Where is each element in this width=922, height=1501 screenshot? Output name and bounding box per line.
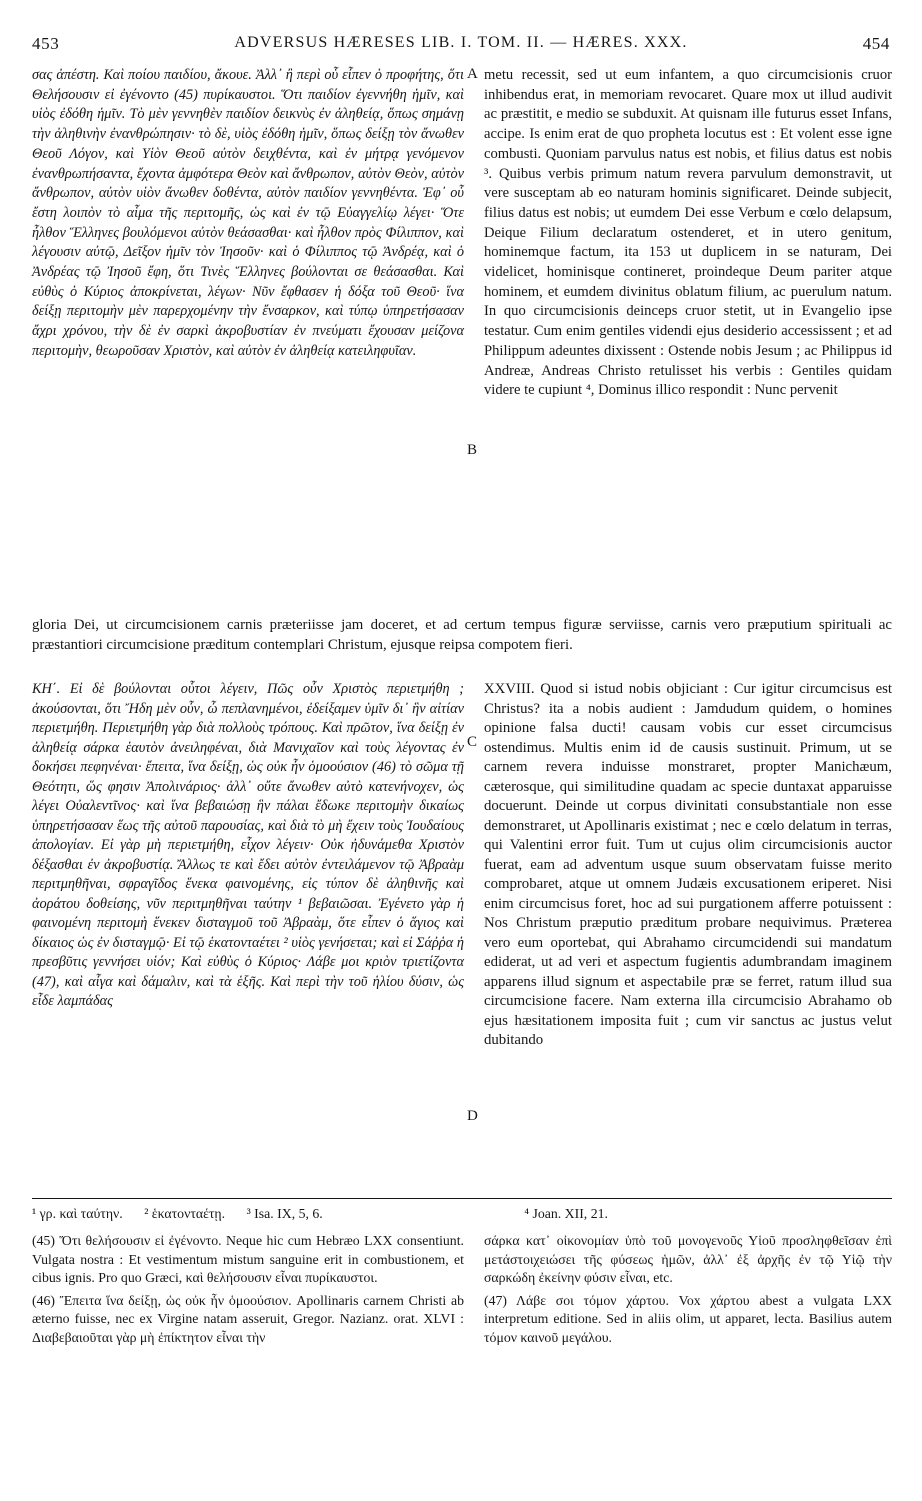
footnote-references [32,1206,892,1222]
note-46-continued: σάρκα κατ᾽ οἰκονομίαν ὑπὸ τοῦ μονογενοῦς Υἱοῦ προσληφθεῖσαν ἐπὶ μετάστοιχειώσει τῆς φύσεως ἡμῶν, ἀλλ᾽ ἐξ ἀρχῆς ἐν τῷ Υἱῷ τὴν σαρκώδη ἐκείνην φύσιν εἶναι, etc. [484,1233,892,1286]
footnote-ref-4: ⁴ Joan. XII, 21. [524,1206,608,1221]
page-number-left: 453 [32,34,60,53]
footnote-ref-2: ² ἑκατονταέτῃ. [144,1206,226,1221]
page-number-right: 454 [862,34,890,53]
footnote-divider [32,1198,892,1199]
margin-letter-c: C [467,734,478,750]
greek-section-xxviii: ΚΗ΄. Εἰ δὲ βούλονται οὗτοι λέγειν, Πῶς οὖν Χριστὸς περιετμήθη ; ἀκούσονται, ὅτι Ἤδη μὲν οὖν, ὦ πεπλανημένοι, ἐδείξαμεν ὑμῖν δι᾽ ἣν αἰτίαν περιετμήθη. Περιετμήθη γὰρ διὰ πολλοὺς τρόπους. Καὶ πρῶτον, ἵνα δείξῃ ἐν ἀληθείᾳ σάρκα ἑαυτὸν ἀνειληφέναι, διὰ Μανιχαῖον καὶ τοὺς λέγοντας ἐν δοκήσει πεφηνέναι· ἔπειτα, ἵνα δείξῃ, ὡς οὐκ ἦν ὁμοούσιον (46) τὸ σῶμα τῇ Θεότητι, ὥς φησιν Ἀπολινάριος· ἀλλ᾽ οὔτε ἄνωθεν αὐτὸ κατενήνοχεν, ὡς λέγει Οὐαλεντῖνος· καὶ ἵνα βεβαιώσῃ ἣν πάλαι ἔδωκε περιτομὴν δικαίως ὑπηρετήσασαν ἕως τῆς αὐτοῦ παρουσίας, καὶ διὰ τὸ μὴ ἔχειν τοὺς Ἰουδαίους ἀπολογίαν. Εἰ γὰρ μὴ περιετμήθη, εἶχον λέγειν· Οὐκ ἠδυνάμεθα Χριστὸν δέξασθαι ἐν ἀκροβυστίᾳ. Ἄλλως τε καὶ ἔδει αὐτὸν ἐντειλάμενον τῷ Ἀβραὰμ περιτμηθῆναι, σφραγῖδος ἕνεκα φαινομένης, εἰς τύπον δὲ ἀληθινῆς καὶ ἀοράτου δοθείσης, νῦν περιτμηθῆναι ταύτην ¹ βεβαιῶσαι. Ἐγένετο γὰρ ἡ φαινομένη περιτομὴ ἕνεκεν δισταγμοῦ τοῦ Ἀβραὰμ, ὅτε εἶπεν ὁ ἅγιος καὶ δίκαιος ὡς ἐν δισταγμῷ· Εἰ τῷ ἑκατονταέτει ² υἱὸς γενήσεται; καὶ εἰ Σάῤῥα ἡ πρεσβῦτις γεννήσει υἱόν; Καὶ εὐθὺς ὁ Κύριος· Λάβε μοι κριὸν τριετίζοντα (47), καὶ αἶγα καὶ δάμαλιν, καὶ τὰ ἑξῆς. Καὶ περὶ τὴν τοῦ ἡλίου δύσιν, ὡς εἶδε λαμπάδας [32,681,464,1009]
margin-letter-d: D [467,1108,478,1124]
note-47: (47) Λάβε σοι τόμον χάρτου. Vox χάρτου abest a vulgata LXX interpretum editione. Sed in aliis olim, ut apparet, lecta. Basilius autem τόμον καινοῦ μεγάλου. [484,1292,892,1345]
margin-letter-a: A [467,66,478,82]
margin-letter-b: B [467,442,478,458]
note-46: (46) Ἔπειτα ἵνα δείξῃ, ὡς οὐκ ἦν ὁμοούσιον. Apollinaris carnem Christi ab æterno fuisse, nec ex Virgine natam asseruit, Gregor. Nazianz. orat. XLVI : Διαβεβαιοῦται γὰρ μὴ ἐπίκτητον εἶναι τὴν [32,1292,464,1345]
notes-left-column [32,1232,464,1352]
running-title: ADVERSUS HÆRESES LIB. I. TOM. II. — HÆRES. XXX. [234,34,688,51]
full-width-paragraph: gloria Dei, ut circumcisionem carnis præteriisse jam doceret, et ad certum tempus figuræ serviisse, carnis vero præputium spirituali ac præstantiori circumcisione præditum contemplari Christum, ejusque reipsa compotem fieri. [32,617,892,653]
note-45: (45) Ὅτι θελήσουσιν εἰ ἐγένοντο. Neque hic cum Hebræo LXX consentiunt. Vulgata nostra : Et vestimentum mistum sanguine erit in combustionem, et cibus ignis. Pro quo Græci, καὶ θελήσουσιν εἶναι πυρίκαυστοι. [32,1233,464,1286]
footnote-ref-3: ³ Isa. IX, 5, 6. [246,1206,323,1221]
footnote-ref-1: ¹ γρ. καὶ ταύτην. [32,1206,123,1221]
latin-column-top: metu recessit, sed ut eum infantem, a quo circumcisionis cruor inhibendus erat, in memoriam revocaret. Quare mox ut illud audivit ac præstitit, e medio se subduxit. At quisnam ille futurus esset Infans, accipe. Is enim erat de quo propheta locutus est : Et volent esse igne combusti. Quoniam parvulus natus est nobis, et filius datus est nobis ³. Quibus verbis primum natum revera parvulum demonstravit, ut vere susceptam ab eo naturam hominis significaret. Deinde subjecit, filius datus est nobis; ut eumdem Dei esse Verbum e cœlo delapsum, Deique Filium declaratum ostenderet, et in utero genitum, hominemque factum, ita 153 ut duplicem in se naturam, Dei videlicet, hominisque contineret, proindeque Deum pariter atque hominem, et eumdem divinitus oblatum filium, ac puerulum natum. In quo circumcisionis deinceps cruor stetit, ut in Evangelio ipse testatur. Cum enim gentiles videndi ejus desiderio accessissent ; et ad Philippum adeuntes dixissent : Ostende nobis Jesum ; ac Philippus id Andreæ, Andreas Christo retulisset his verbis : Gentiles quidam videre te cupiunt ⁴, Dominus illico respondit : Nunc pervenit [484,67,892,399]
greek-column-top: σας ἀπέστη. Καὶ ποίου παιδίου, ἄκουε. Ἀλλ᾽ ἢ περὶ οὗ εἶπεν ὁ προφήτης, ὅτι Θελήσουσιν εἰ ἐγένοντο (45) πυρίκαυστοι. Ὅτι παιδίον ἐγεννήθη ἡμῖν, καὶ υἱὸς ἐδόθη ἡμῖν. Τὸ μὲν γεννηθὲν παιδίον δεικνὺς ἐν ἀληθείᾳ, ὅπως σημάνῃ τὴν ἀληθινὴν ἐνανθρώπησιν· τὸ δὲ, υἱὸς ἐδόθη ἡμῖν, ὅπως δείξῃ τὸν ἄνωθεν Θεοῦ Λόγον, καὶ Υἱὸν Θεοῦ αὐτὸν δειχθέντα, καὶ ἐν μήτρᾳ γενόμενον ἐνανθρωπήσαντα, ἔχοντα ἀμφότερα Θεὸν καὶ ἄνθρωπον, αὐτὸν Θεὸν, αὐτὸν ἄνθρωπον, αὐτὸν υἱὸν ἄνωθεν δοθέντα, αὐτὸν παιδίον γεννηθέντα. Ἐφ᾽ οὗ ἔστη λοιπὸν τὸ αἷμα τῆς περιτομῆς, ὡς καὶ ἐν τῷ Εὐαγγελίῳ λέγει· Ὅτε ἦλθον Ἕλληνες βουλόμενοι αὐτὸν θεάσασθαι· καὶ ἦλθον πρὸς Φίλιππον, καὶ λέγουσιν αὐτῷ, Δεῖξον ἡμῖν τὸν Ἰησοῦν· καὶ ὁ Φίλιππος τῷ Ἀνδρέᾳ, καὶ ὁ Ἀνδρέας τῷ Ἰησοῦ ἔφη, ὅτι Τινὲς Ἕλληνες βούλονται σε θεάσασθαι. Καὶ εὐθὺς ὁ Κύριος ἀποκρίνεται, λέγων· Νῦν ἔφθασεν ἡ δόξα τοῦ Θεοῦ· ἵνα δείξῃ περιτομὴν μὲν παρερχομένην τὴν ἔνσαρκον, καὶ τύπῳ ὑπηρετήσασαν ἄχρι χρόνου, τὴν δὲ ἐν σαρκὶ ἀκροβυστίαν ἐν πνεύματι ἔχουσαν μείζονα περιτομὴν, θεωροῦσαν Χριστὸν, καὶ αὐτὸν ἐν ἀληθείᾳ κατειληφυῖαν. [32,67,464,359]
notes-right-column [484,1232,892,1352]
running-header [0,34,922,64]
latin-section-xxviii: XXVIII. Quod si istud nobis objiciant : Cur igitur circumcisus est Christus? ita a nobis audient : Jamdudum quidem, o homines opinione falsa ducti! causam vobis cur esset circumcisus ostendimus. Multis enim id de causis sustinuit. Primum, ut se carnem revera induisse monstraret, propter Manichæum, cæterosque, qui similitudine quadam ac specie duntaxat apparuisse docuerunt. Deinde ut corpus divinitati consubstantiale non esse demonstraret, ut Apollinaris existimat ; nec e cœlo delatum in terras, qui Valentini error fuit. Tum ut cujus olim circumcisionis auctor fuerat, eam ad adventum usque suum observatam fuisse merito comprobaret, atque ut omnem Judæis excusationem eriperet. Nisi enim circumcisus foret, hoc ad sui purgationem afferre potuissent : Nos Christum præputio præditum probare nequivimus. Præterea vero eum oportebat, qui Abrahamo circumcidendi sui mandatum ediderat, ut ad veri et aspectum fugientis adumbrandam imaginem apparens illud signum et aspectabile præ se ferret, ratum illud sua circumcisione facere. Nam externa illa circumcisio Abrahamo ob ejus hæsitationem imposita fuit ; cum vir sanctus ac justus velut dubitando [484,681,892,1048]
